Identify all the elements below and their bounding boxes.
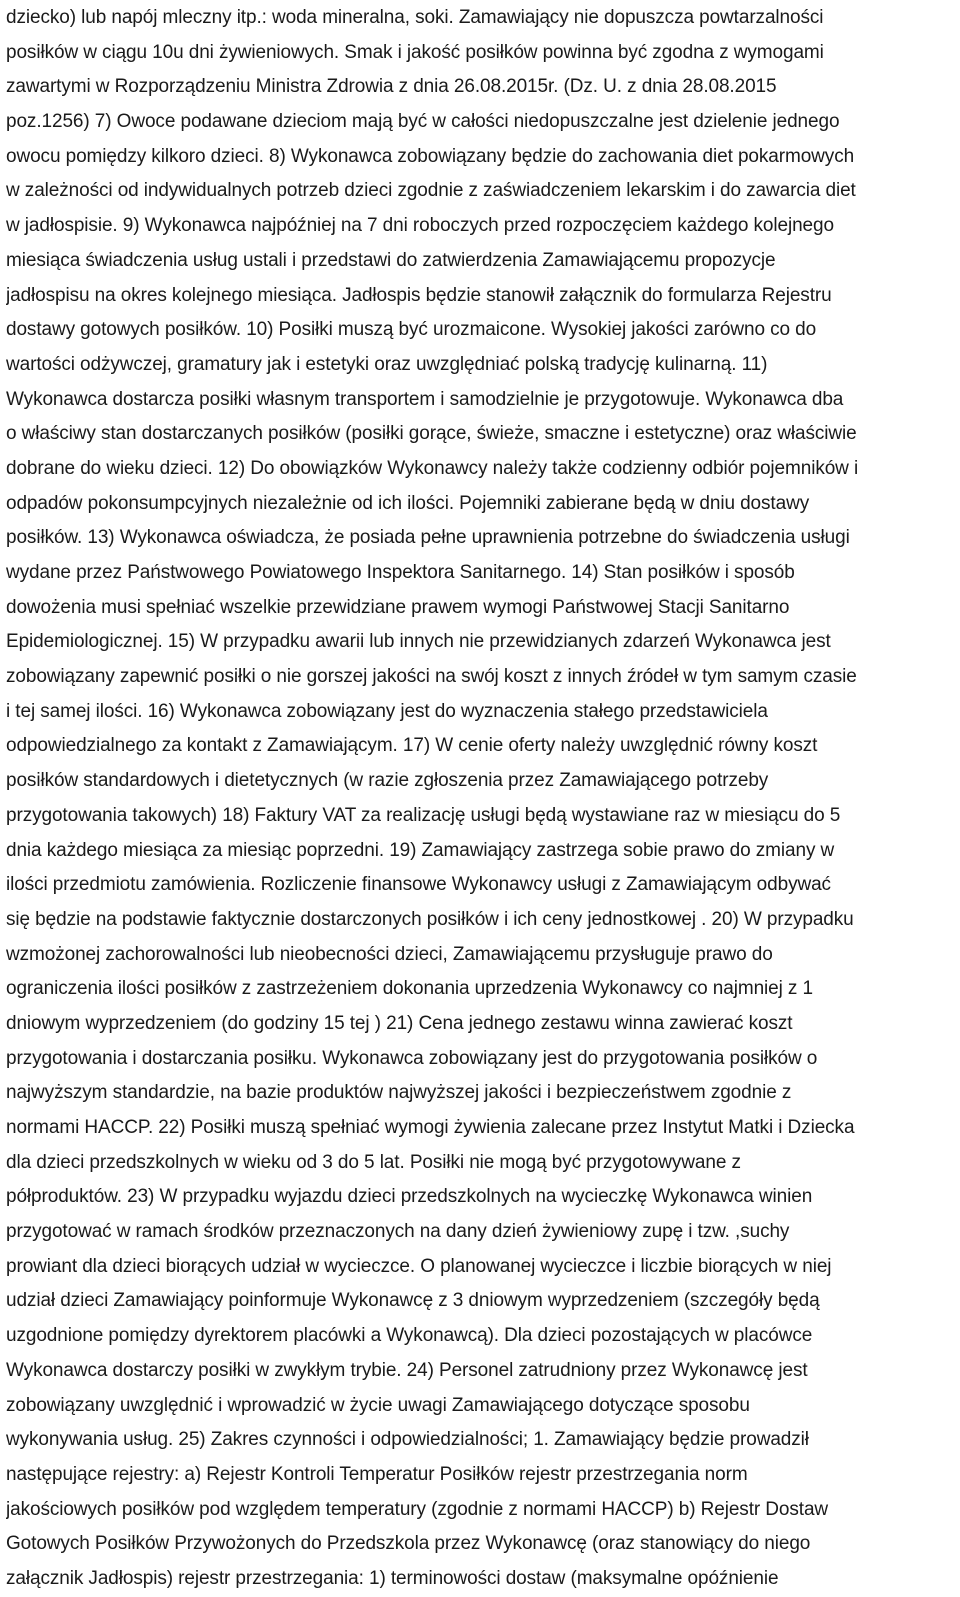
text-line: posiłków w ciągu 10u dni żywieniowych. Smak i jakość posiłków powinna być zgodna z wymogami bbox=[6, 41, 824, 63]
text-line: posiłków standardowych i dietetycznych (w razie zgłoszenia przez Zamawiającego potrzeby bbox=[6, 770, 769, 792]
text-line: dostawy gotowych posiłków. 10) Posiłki muszą być urozmaicone. Wysokiej jakości zarówno co do bbox=[6, 319, 817, 341]
document-body bbox=[6, 1, 960, 1597]
text-line: zobowiązany uwzględnić i wprowadzić w życie uwagi Zamawiającego dotyczące sposobu bbox=[6, 1394, 750, 1416]
text-line: odpowiedzialnego za kontakt z Zamawiającym. 17) W cenie oferty należy uwzględnić równy koszt bbox=[6, 735, 818, 757]
text-line: najwyższym standardzie, na bazie produktów najwyższej jakości i bezpieczeństwem zgodnie z bbox=[6, 1082, 792, 1104]
text-line: wykonywania usług. 25) Zakres czynności i odpowiedzialności; 1. Zamawiający będzie prowadził bbox=[6, 1429, 809, 1451]
text-line: miesiąca świadczenia usług ustali i przedstawi do zatwierdzenia Zamawiającemu propozycje bbox=[6, 249, 776, 271]
text-line: półproduktów. 23) W przypadku wyjazdu dzieci przedszkolnych na wycieczkę Wykonawca winien bbox=[6, 1186, 813, 1208]
text-line: załącznik Jadłospis) rejestr przestrzegania: 1) terminowości dostaw (maksymalne opóźnienie bbox=[6, 1567, 779, 1589]
text-line: następujące rejestry: a) Rejestr Kontroli Temperatur Posiłków rejestr przestrzegania norm bbox=[6, 1463, 748, 1485]
text-line: Epidemiologicznej. 15) W przypadku awarii lub innych nie przewidzianych zdarzeń Wykonawca jest bbox=[6, 631, 831, 653]
text-line: w jadłospisie. 9) Wykonawca najpóźniej na 7 dni roboczych przed rozpoczęciem każdego kolejnego bbox=[6, 215, 834, 237]
text-line: zobowiązany zapewnić posiłki o nie gorszej jakości na swój koszt z innych źródeł w tym samym czasie bbox=[6, 666, 857, 688]
text-line: dla dzieci przedszkolnych w wieku od 3 do 5 lat. Posiłki nie mogą być przygotowywane z bbox=[6, 1151, 741, 1173]
text-line: się będzie na podstawie faktycznie dostarczonych posiłków i ich ceny jednostkowej . 20) W przypadku bbox=[6, 908, 854, 930]
text-line: dowożenia musi spełniać wszelkie przewidziane prawem wymogi Państwowej Stacji Sanitarno bbox=[6, 596, 790, 618]
text-line: Wykonawca dostarcza posiłki własnym transportem i samodzielnie je przygotowuje. Wykonawca dba bbox=[6, 388, 844, 410]
text-line: i tej samej ilości. 16) Wykonawca zobowiązany jest do wyznaczenia stałego przedstawiciela bbox=[6, 700, 768, 722]
text-line: owocu pomiędzy kilkoro dzieci. 8) Wykonawca zobowiązany będzie do zachowania diet pokarmowych bbox=[6, 145, 855, 167]
text-line: zawartymi w Rozporządzeniu Ministra Zdrowia z dnia 26.08.2015r. (Dz. U. z dnia 28.08.2015 bbox=[6, 76, 777, 98]
text-line: o właściwy stan dostarczanych posiłków (posiłki gorące, świeże, smaczne i estetyczne) oraz właściwie bbox=[6, 423, 857, 445]
text-line: uzgodnione pomiędzy dyrektorem placówki a Wykonawcą). Dla dzieci pozostających w placówce bbox=[6, 1325, 813, 1347]
text-line: wartości odżywczej, gramatury jak i estetyki oraz uwzględniać polską tradycję kulinarną. 11) bbox=[6, 353, 768, 375]
text-line: udział dzieci Zamawiający poinformuje Wykonawcę z 3 dniowym wyprzedzeniem (szczegóły będą bbox=[6, 1290, 820, 1312]
text-line: w zależności od indywidualnych potrzeb dzieci zgodnie z zaświadczeniem lekarskim i do zawarcia diet bbox=[6, 180, 856, 202]
text-line: przygotowania takowych) 18) Faktury VAT za realizację usługi będą wystawiane raz w miesiącu do 5 bbox=[6, 804, 841, 826]
text-line: ograniczenia ilości posiłków z zastrzeżeniem dokonania uprzedzenia Wykonawcy co najmniej z 1 bbox=[6, 978, 813, 1000]
text-line: dniowym wyprzedzeniem (do godziny 15 tej ) 21) Cena jednego zestawu winna zawierać koszt bbox=[6, 1012, 793, 1034]
text-line: prowiant dla dzieci biorących udział w wycieczce. O planowanej wycieczce i liczbie biorących w niej bbox=[6, 1255, 832, 1277]
text-line: Wykonawca dostarczy posiłki w zwykłym trybie. 24) Personel zatrudniony przez Wykonawcę jest bbox=[6, 1359, 808, 1381]
text-line: przygotować w ramach środków przeznaczonych na dany dzień żywieniowy zupę i tzw. ,suchy bbox=[6, 1221, 790, 1243]
text-line: wydane przez Państwowego Powiatowego Inspektora Sanitarnego. 14) Stan posiłków i sposób bbox=[6, 562, 795, 583]
text-line: ilości przedmiotu zamówienia. Rozliczenie finansowe Wykonawcy usługi z Zamawiającym odbywać bbox=[6, 874, 831, 896]
text-line: jakościowych posiłków pod względem temperatury (zgodnie z normami HACCP) b) Rejestr Dostaw bbox=[6, 1498, 829, 1520]
text-line: wzmożonej zachorowalności lub nieobecności dzieci, Zamawiającemu przysługuje prawo do bbox=[6, 943, 773, 965]
text-line: przygotowania i dostarczania posiłku. Wykonawca zobowiązany jest do przygotowania posiłków o bbox=[6, 1047, 818, 1069]
text-line: dobrane do wieku dzieci. 12) Do obowiązków Wykonawcy należy także codzienny odbiór pojemników i bbox=[6, 457, 859, 479]
text-line: dziecko) lub napój mleczny itp.: woda mineralna, soki. Zamawiający nie dopuszcza powtarzalności bbox=[6, 7, 824, 28]
text-line: poz.1256) 7) Owoce podawane dzieciom mają być w całości niedopuszczalne jest dzielenie jednego bbox=[6, 111, 840, 133]
text-line: jadłospisu na okres kolejnego miesiąca. Jadłospis będzie stanowił załącznik do formularza Rejestru bbox=[6, 284, 832, 306]
text-line: Gotowych Posiłków Przywożonych do Przedszkola przez Wykonawcę (oraz stanowiący do niego bbox=[6, 1533, 811, 1555]
text-line: normami HACCP. 22) Posiłki muszą spełniać wymogi żywienia zalecane przez Instytut Matki i Dziecka bbox=[6, 1117, 855, 1138]
text-line: odpadów pokonsumpcyjnych niezależnie od ich ilości. Pojemniki zabierane będą w dniu dostawy bbox=[6, 492, 810, 514]
text-line: dnia każdego miesiąca za miesiąc poprzedni. 19) Zamawiający zastrzega sobie prawo do zmiany w bbox=[6, 839, 835, 861]
text-line: posiłków. 13) Wykonawca oświadcza, że posiada pełne uprawnienia potrzebne do świadczenia usługi bbox=[6, 527, 850, 549]
